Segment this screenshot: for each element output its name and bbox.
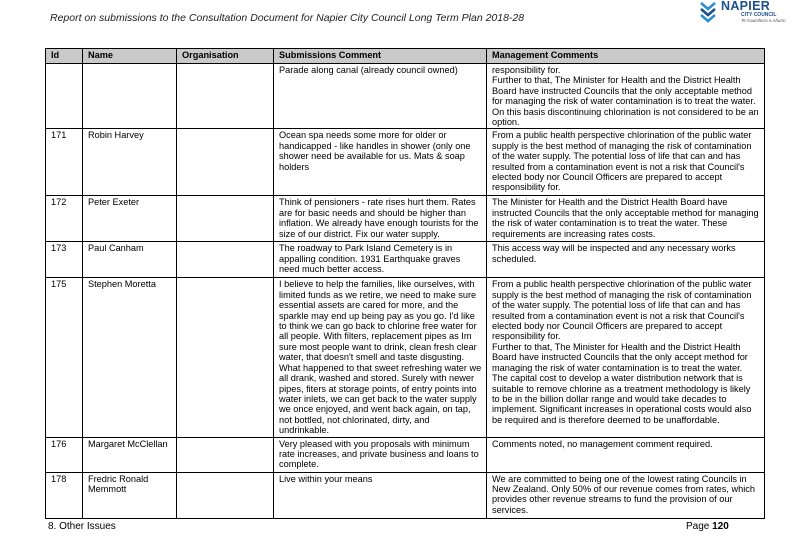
column-header-management-comments: Management Comments: [487, 49, 765, 64]
cell-submission-comment: Think of pensioners - rate rises hurt them. Rates are for basic needs and should be higher than inflation. We already have enough tourists for the size of our district. Fix our water supply.: [274, 196, 487, 242]
cell-management-comment: This access way will be inspected and any necessary works scheduled.: [487, 242, 765, 278]
logo-tagline: Te Kaunihera o Ahuriri: [741, 18, 786, 23]
page-number: 120: [712, 521, 729, 532]
column-header-submissions-comment: Submissions Comment: [274, 49, 487, 64]
cell-organisation: [177, 196, 274, 242]
cell-name: Stephen Moretta: [83, 278, 177, 437]
logo-subtitle: CITY COUNCIL: [741, 12, 777, 18]
column-header-organisation: Organisation: [177, 49, 274, 64]
cell-id: 175: [46, 278, 83, 437]
table-row: [46, 242, 765, 278]
cell-organisation: [177, 64, 274, 129]
cell-management-comment: From a public health perspective chlorination of the public water supply is the best method of managing the risk of contamination of the water supply. The potential loss of life that can and has resulted from a contamination event is not a risk that Council's elected body nor Council Officers are prepared to accept responsibility for.: [487, 129, 765, 196]
cell-id: 176: [46, 437, 83, 472]
cell-submission-comment: Live within your means: [274, 472, 487, 518]
cell-management-comment: We are committed to being one of the lowest rating Councils in New Zealand. Only 50% of our revenue comes from rates, which provides other revenue streams to fund the provision of our services.: [487, 472, 765, 518]
cell-id: 171: [46, 129, 83, 196]
table-row: [46, 278, 765, 437]
cell-management-comment: responsibility for. Further to that, The Minister for Health and the District Health Board have instructed Councils that the only acceptable method for managing the risk of water contamination is to treat the water. On this basis discontinuing chlorination is not considered to be an option.: [487, 64, 765, 129]
table-row: [46, 64, 765, 129]
cell-id: 172: [46, 196, 83, 242]
cell-name: Peter Exeter: [83, 196, 177, 242]
cell-name: Fredric Ronald Memmott: [83, 472, 177, 518]
table-row: [46, 472, 765, 518]
logo-waves-icon: [697, 0, 719, 24]
table-row: [46, 196, 765, 242]
cell-name: Paul Canham: [83, 242, 177, 278]
cell-management-comment: Comments noted, no management comment required.: [487, 437, 765, 472]
column-header-id: Id: [46, 49, 83, 64]
cell-id: [46, 64, 83, 129]
submissions-table: [45, 48, 765, 519]
column-header-name: Name: [83, 49, 177, 64]
cell-submission-comment: I believe to help the families, like ourselves, with limited funds as we retire, we need to make sure essential assets are cared for more, and the sparkle may end up being pay as you go. I'd like to think we can go back to chlorine free water for all people. With filters, replacement pipes as Im sure most people want to drink, clean fresh clear water, that doesn't smell and taste disgusting. What happened to that sweet refreshing water we all drank, washed and stored. Surely with newer pipes, fiters at storage points, of entry points into water inlets, we can get back to the water supply we once enjoyed, and went back again, on tap, not bottled, not chlorinated, dirty, and undrinkable.: [274, 278, 487, 437]
table-row: [46, 129, 765, 196]
cell-organisation: [177, 437, 274, 472]
cell-name: [83, 64, 177, 129]
cell-submission-comment: The roadway to Park Island Cemetery is in appalling condition. 1931 Earthquake graves need much better access.: [274, 242, 487, 278]
cell-submission-comment: Ocean spa needs some more for older or handicapped - like handles in shower (only one shower need be available for us. Mats & soap holders: [274, 129, 487, 196]
footer-page-number: [686, 521, 729, 532]
cell-submission-comment: Parade along canal (already council owned): [274, 64, 487, 129]
cell-submission-comment: Very pleased with you proposals with minimum rate increases, and private business and loans to complete.: [274, 437, 487, 472]
cell-id: 178: [46, 472, 83, 518]
cell-management-comment: From a public health perspective chlorination of the public water supply is the best method of managing the risk of contamination of the water supply. The potential loss of life that can and has resulted from a contamination event is not a risk that Council's elected body nor Council Officers are prepared to accept responsibility for. Further to that, The Minister for Health and the District Health Board have instructed Councils that the only accept method for managing the risk of water contamination is to treat the water. The capital cost to develop a water distribution network that is suitable to remove chlorine as a treatment methodology is likely to be in the billion dollar range and would take decades to implement. Significant increases in operational costs would also be required and is therefore deemed to be unaffordable.: [487, 278, 765, 437]
cell-organisation: [177, 472, 274, 518]
cell-management-comment: The Minister for Health and the District Health Board have instructed Councils that the only acceptable method for managing the risk of water contamination is to treat the water. These requirements are increasing rates costs.: [487, 196, 765, 242]
table-header-row: [46, 49, 765, 64]
cell-organisation: [177, 242, 274, 278]
cell-id: 173: [46, 242, 83, 278]
document-header-title: Report on submissions to the Consultation Document for Napier City Council Long Term Plan 2018-28: [50, 12, 525, 24]
cell-organisation: [177, 129, 274, 196]
logo-brand: NAPIER: [721, 0, 771, 13]
footer-section-label: 8. Other Issues: [48, 521, 116, 532]
napier-city-council-logo: [697, 0, 809, 34]
cell-name: Margaret McClellan: [83, 437, 177, 472]
cell-organisation: [177, 278, 274, 437]
page-label: Page: [686, 521, 710, 532]
table-row: [46, 437, 765, 472]
cell-name: Robin Harvey: [83, 129, 177, 196]
